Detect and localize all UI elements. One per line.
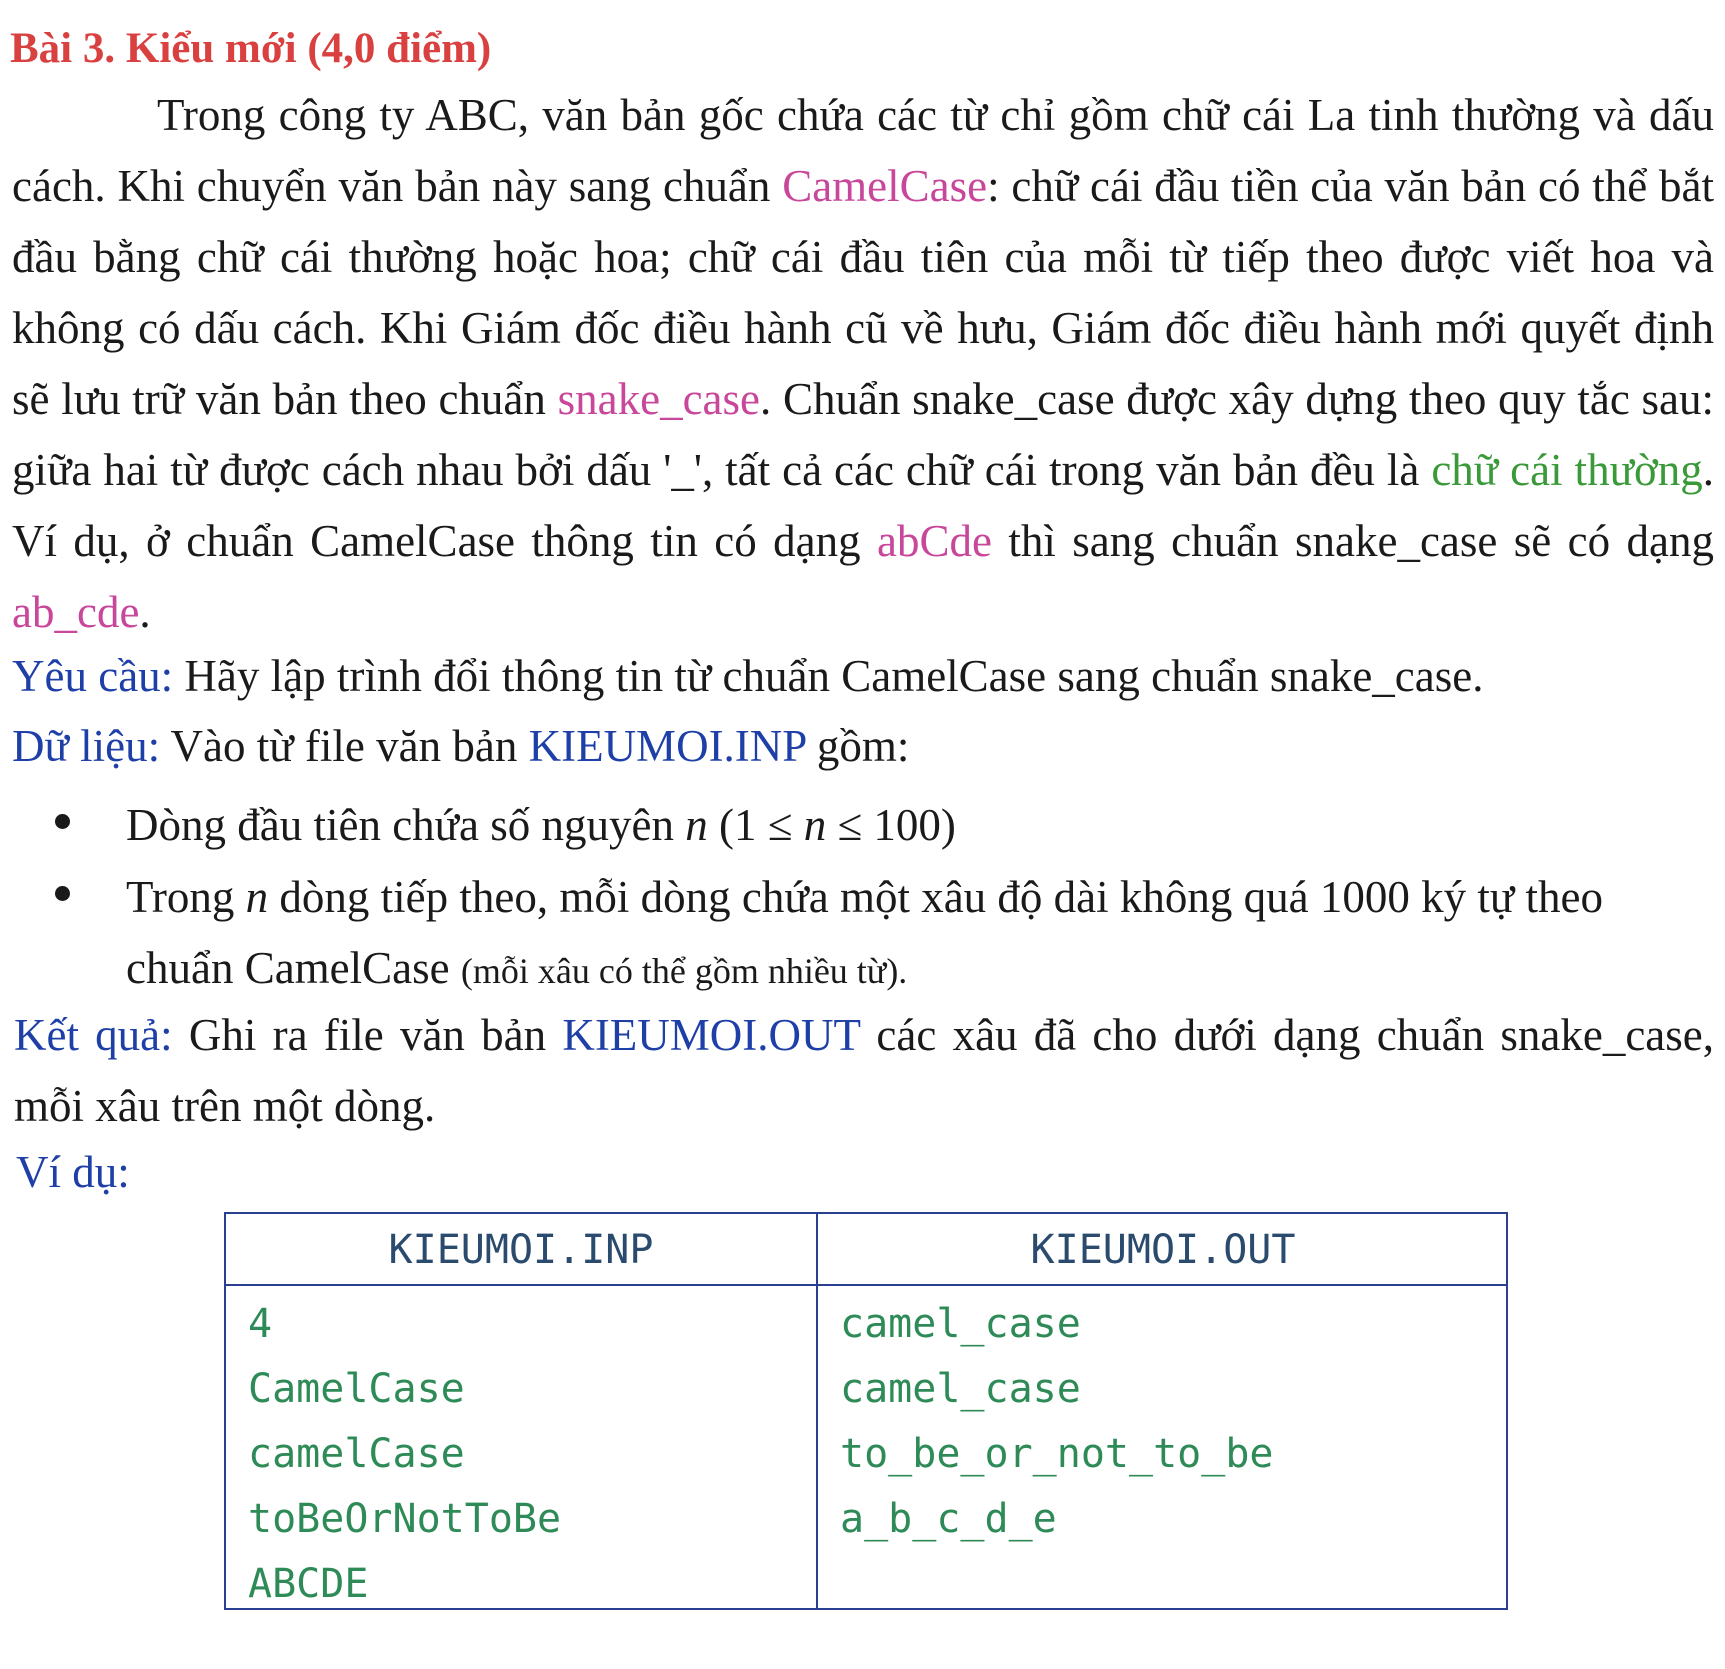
example-snake: ab_cde	[12, 587, 140, 637]
bullet-item-1	[0, 790, 1725, 862]
var-n: n	[685, 800, 708, 850]
lowercase-term: chữ cái thường	[1431, 445, 1703, 495]
intro-text-4: . Ví dụ, ở chuẩn CamelCase thông tin có dạng	[12, 445, 1715, 566]
result-label: Kết quả:	[14, 1010, 173, 1060]
output-line: a_b_c_d_e	[840, 1496, 1057, 1542]
requirement-line	[12, 650, 1483, 702]
intro-text-2: : chữ cái đầu tiền của văn bản có thể bắt đầu bằng chữ cái thường hoặc hoa; chữ cái đầu tiên của mỗi từ tiếp theo được viết hoa và không có dấu cách. Khi Giám đốc điều hành cũ về hưu, Giám đốc điều hành mới quyết định sẽ lưu trữ văn bản theo chuẩn	[12, 161, 1714, 424]
data-text-2: gồm:	[805, 721, 910, 771]
table-header-output: KIEUMOI.OUT	[1030, 1227, 1296, 1273]
data-line	[12, 720, 909, 772]
input-line: CamelCase	[248, 1366, 465, 1412]
output-line: camel_case	[840, 1301, 1081, 1347]
bullet-1-pre: Dòng đầu tiên chứa số nguyên	[126, 800, 686, 850]
table-header-divider	[226, 1284, 1506, 1286]
intro-text-3: . Chuẩn snake_case được xây dựng theo quy tắc sau: giữa hai từ được cách nhau bởi dấu '_', tất cả các chữ cái trong văn bản đều là	[12, 374, 1715, 495]
result-text-1: Ghi ra file văn bản	[172, 1010, 563, 1060]
bullet-item-2	[0, 862, 1725, 1007]
requirement-text: Hãy lập trình đổi thông tin từ chuẩn CamelCase sang chuẩn snake_case.	[173, 651, 1484, 701]
bullet-2-pre: Trong	[126, 872, 246, 922]
requirement-label: Yêu cầu:	[12, 651, 174, 701]
intro-paragraph	[12, 80, 1714, 648]
example-table	[224, 1212, 1508, 1610]
result-paragraph	[14, 1000, 1714, 1142]
table-header-input: KIEUMOI.INP	[388, 1227, 654, 1273]
output-line: to_be_or_not_to_be	[840, 1431, 1274, 1477]
output-line: camel_case	[840, 1366, 1081, 1412]
result-text-2: các xâu đã cho dưới dạng chuẩn snake_case, mỗi xâu trên một dòng.	[14, 1010, 1715, 1131]
intro-text-5: thì sang chuẩn snake_case sẽ có dạng	[991, 516, 1715, 566]
output-filename: KIEUMOI.OUT	[562, 1010, 861, 1060]
bullet-dot	[55, 814, 70, 829]
input-line: 4	[248, 1301, 273, 1347]
bullet-text-2	[126, 862, 1716, 1007]
var-n: n	[245, 872, 269, 922]
output-column	[840, 1292, 1273, 1552]
intro-text-1: Trong công ty ABC, văn bản gốc chứa các từ chỉ gồm chữ cái La tinh thường và dấu cách. Khi chuyển văn bản này sang chuẩn	[12, 90, 1714, 211]
bullet-text-1	[126, 790, 1716, 861]
input-line: camelCase	[248, 1431, 465, 1477]
intro-text-6: .	[139, 587, 151, 637]
input-line: ABCDE	[248, 1561, 369, 1607]
var-n: n	[803, 800, 827, 850]
bullet-2-main: dòng tiếp theo, mỗi dòng chứa một xâu độ dài không quá 1000 ký tự theo chuẩn CamelCase	[126, 872, 1603, 993]
bullet-2-note: (mỗi xâu có thể gồm nhiều từ).	[460, 951, 908, 991]
camelcase-term: CamelCase	[782, 161, 988, 211]
snakecase-term: snake_case	[557, 374, 761, 424]
bullet-1-mid: (1 ≤	[707, 800, 804, 850]
input-column	[248, 1292, 561, 1617]
input-line: toBeOrNotToBe	[248, 1496, 562, 1542]
example-camel: abCde	[876, 516, 992, 566]
example-label: Ví dụ:	[16, 1147, 130, 1197]
bullet-dot	[55, 886, 70, 901]
input-filename: KIEUMOI.INP	[528, 721, 806, 771]
problem-title: Bài 3. Kiểu mới (4,0 điểm)	[10, 25, 492, 72]
data-label: Dữ liệu:	[12, 721, 161, 771]
bullet-1-post: ≤ 100)	[826, 800, 956, 850]
data-text-1: Vào từ file văn bản	[160, 721, 529, 771]
